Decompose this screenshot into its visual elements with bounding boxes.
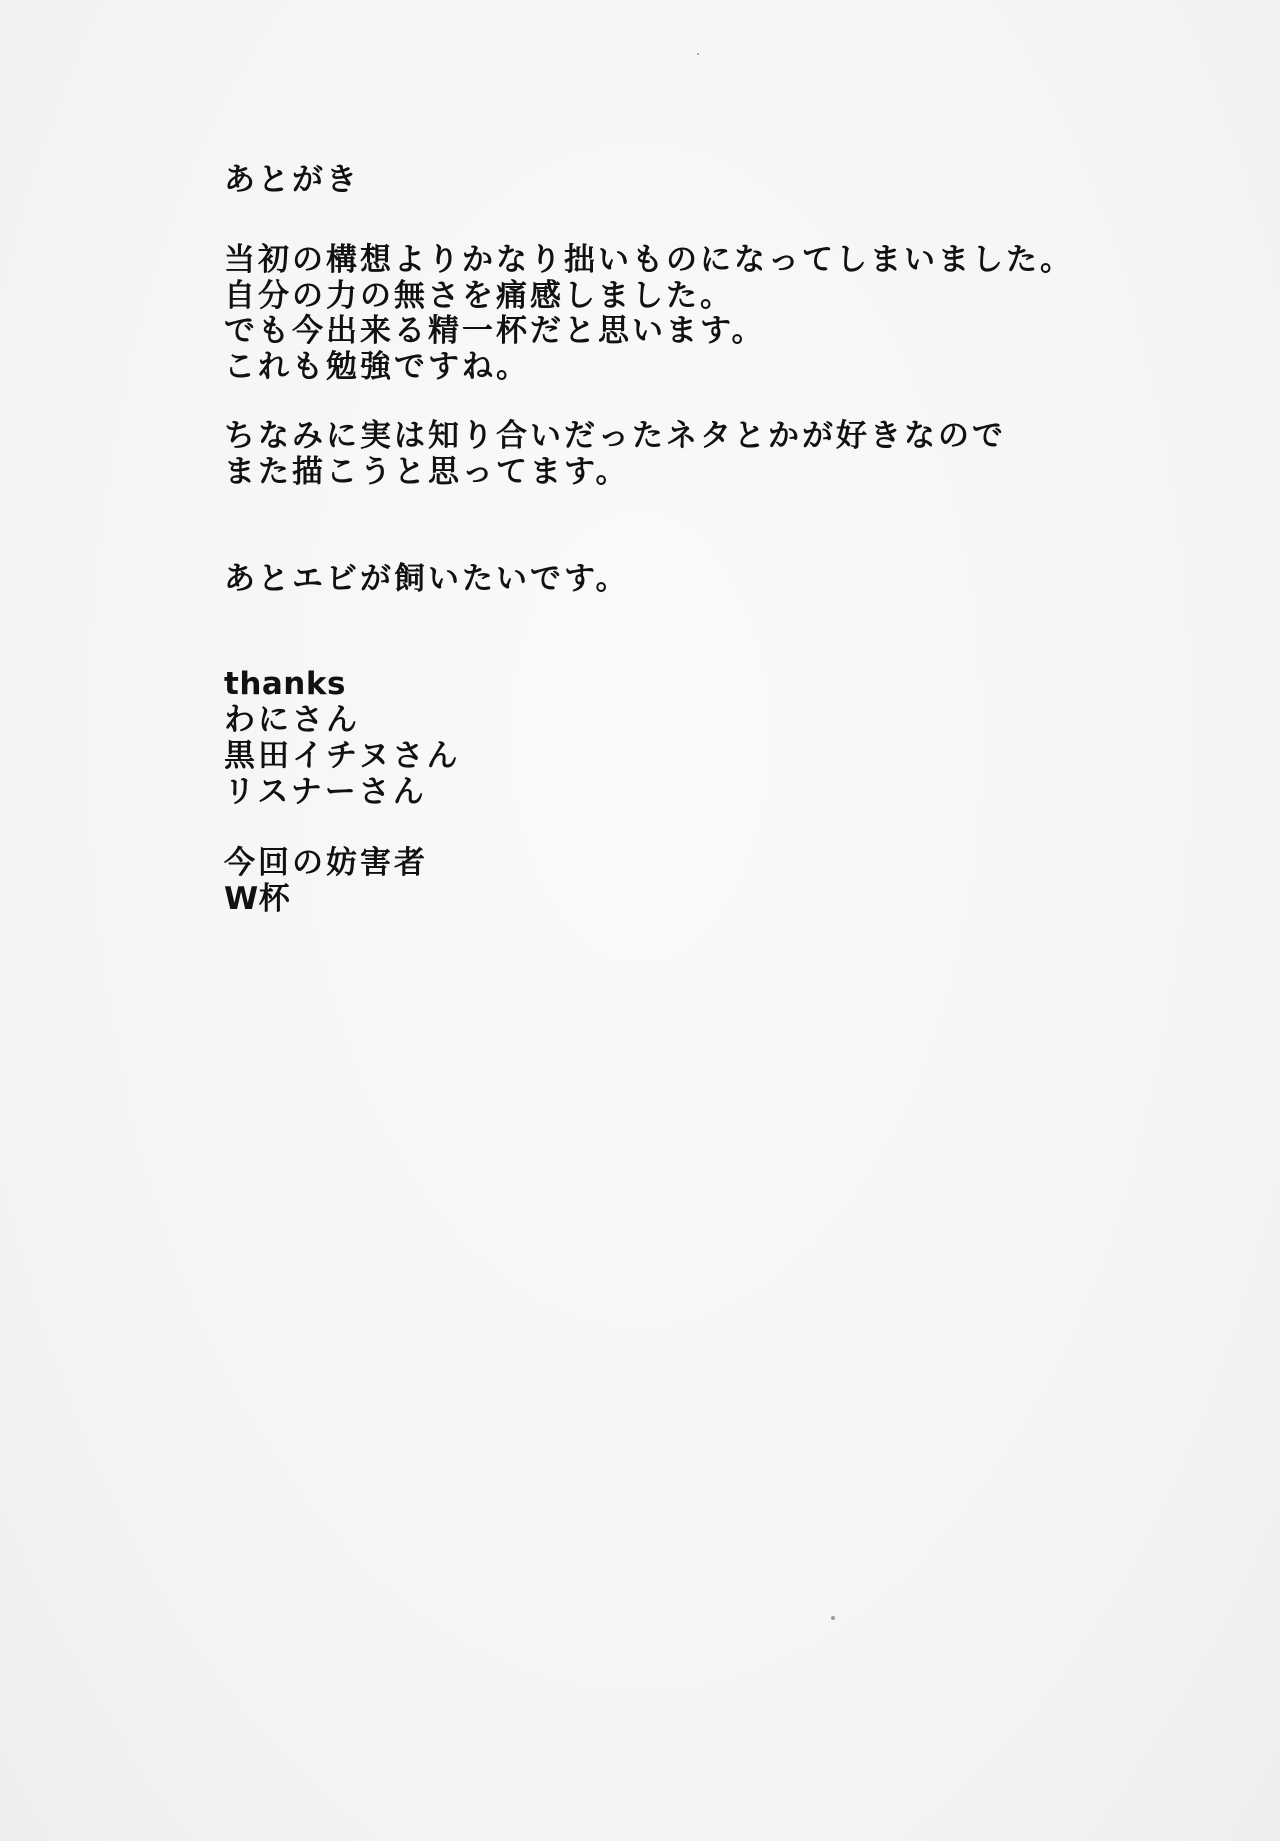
thanks-name-1: わにさん [224,702,360,738]
paper-speck [831,1616,835,1620]
afterword-line-2: 自分の力の無さを痛感しました。 [224,278,734,314]
afterword-line-7: あとエビが飼いたいです。 [224,561,630,597]
thanks-name-2: 黒田イチヌさん [224,738,461,774]
afterword-line-5: ちなみに実は知り合いだったネタとかが好きなので [224,418,1006,454]
obstructor-name: W杯 [224,881,291,917]
afterword-line-3: でも今出来る精一杯だと思います。 [224,313,766,349]
afterword-heading: あとがき [224,162,360,198]
afterword-line-1: 当初の構想よりかなり拙いものになってしまいました。 [224,242,1074,278]
obstructor-label: 今回の妨害者 [224,845,428,881]
paper-speck [697,53,699,55]
thanks-label: thanks [224,666,346,702]
thanks-name-3: リスナーさん [224,774,427,810]
afterword-line-4: これも勉強ですね。 [224,349,530,385]
afterword-line-6: また描こうと思ってます。 [224,454,630,490]
